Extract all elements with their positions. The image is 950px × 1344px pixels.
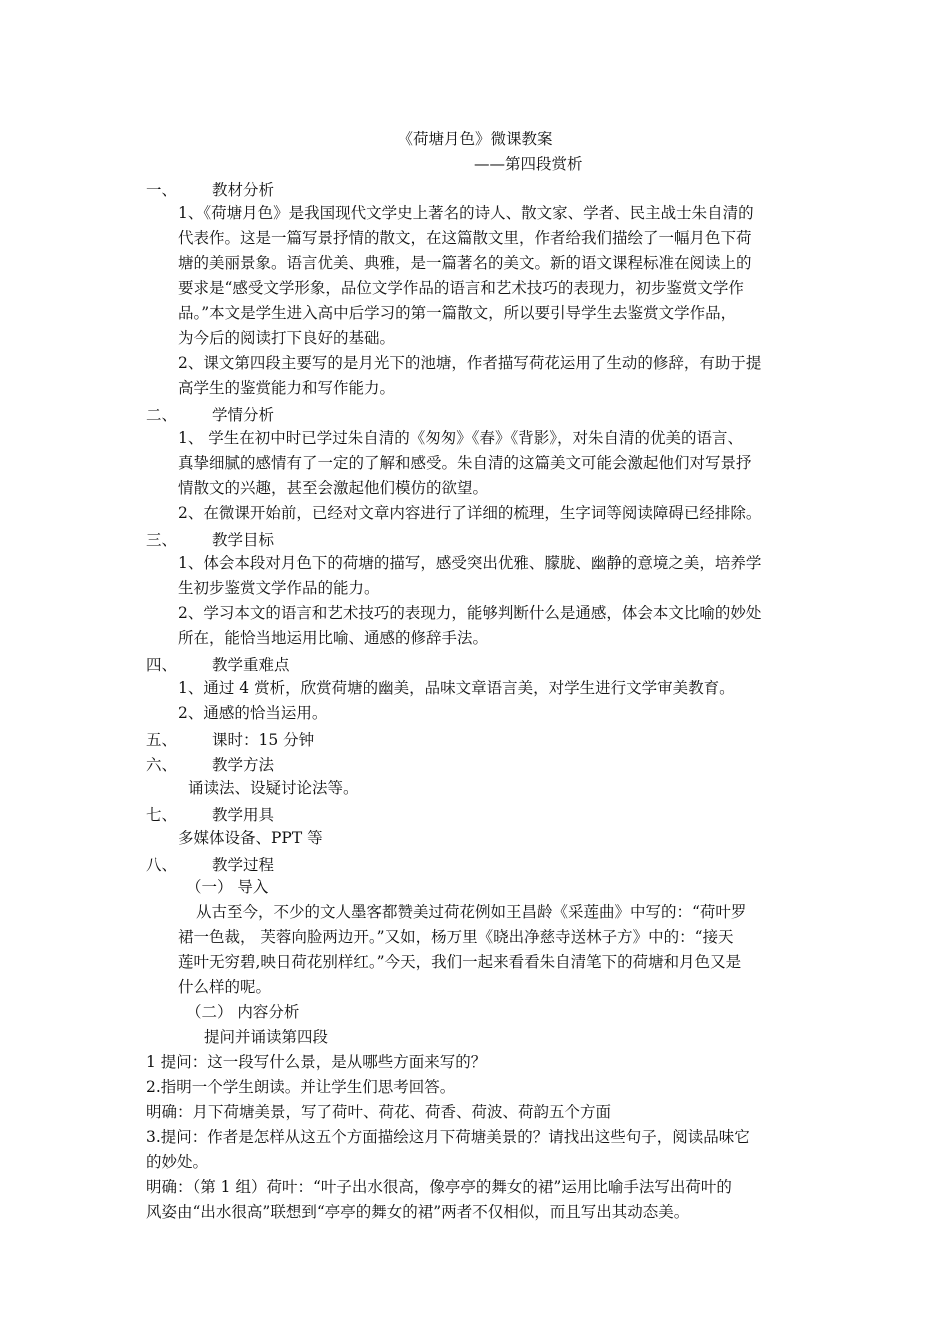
paragraph-line: 2、在微课开始前，已经对文章内容进行了详细的梳理，生字词等阅读障碍已经排除。 — [178, 504, 762, 522]
paragraph-line: 诵读法、设疑讨论法等。 — [188, 779, 359, 797]
section-number: 二、 — [146, 406, 178, 424]
paragraph-line: 2.指明一个学生朗读。并让学生们思考回答。 — [146, 1078, 456, 1096]
paragraph-line: 2、通感的恰当运用。 — [178, 704, 328, 722]
paragraph-line: 所在，能恰当地运用比喻、通感的修辞手法。 — [178, 629, 489, 647]
section-number: 三、 — [146, 531, 178, 549]
document-title: 《荷塘月色》微课教案 — [397, 130, 553, 148]
subsection-title: （一） 导入 — [186, 878, 269, 896]
paragraph-line: 1、 学生在初中时已学过朱自清的《匆匆》《春》《背影》，对朱自清的优美的语言、 — [178, 429, 744, 447]
section-title: 教材分析 — [212, 181, 275, 199]
paragraph-line: 裙一色裁， 芙蓉向脸两边开。”又如，杨万里《晓出净慈寺送林子方》中的：“接天 — [178, 928, 734, 946]
section-title: 教学重难点 — [212, 656, 290, 674]
paragraph-line: 品。”本文是学生进入高中后学习的第一篇散文，所以要引导学生去鉴赏文学作品， — [178, 304, 737, 322]
paragraph-line: 要求是“感受文学形象，品位文学作品的语言和艺术技巧的表现力，初步鉴赏文学作 — [178, 279, 744, 297]
section-title: 学情分析 — [212, 406, 275, 424]
section-title: 课时：15 分钟 — [212, 731, 315, 749]
paragraph-line: 从古至今，不少的文人墨客都赞美过荷花例如王昌龄《采莲曲》中写的：“荷叶罗 — [196, 903, 747, 921]
paragraph-line: 代表作。这是一篇写景抒情的散文，在这篇散文里，作者给我们描绘了一幅月色下荷 — [178, 229, 752, 247]
paragraph-line: 明确：月下荷塘美景，写了荷叶、荷花、荷香、荷波、荷韵五个方面 — [146, 1103, 612, 1121]
paragraph-line: 生初步鉴赏文学作品的能力。 — [178, 579, 380, 597]
paragraph-line: 明确：（第 1 组）荷叶：“叶子出水很高，像亭亭的舞女的裙”运用比喻手法写出荷叶的 — [146, 1178, 732, 1196]
paragraph-line: 塘的美丽景象。语言优美、典雅，是一篇著名的美文。新的语文课程标准在阅读上的 — [178, 254, 752, 272]
paragraph-line: 1、体会本段对月色下的荷塘的描写，感受突出优雅、朦胧、幽静的意境之美，培养学 — [178, 554, 762, 572]
paragraph-line: 1、通过 4 赏析，欣赏荷塘的幽美，品味文章语言美，对学生进行文学审美教育。 — [178, 679, 735, 697]
section-number: 六、 — [146, 756, 178, 774]
section-number: 五、 — [146, 731, 178, 749]
paragraph-line: 的妙处。 — [146, 1153, 209, 1171]
paragraph-line: 多媒体设备、PPT 等 — [178, 829, 323, 847]
paragraph-line: 2、课文第四段主要写的是月光下的池塘，作者描写荷花运用了生动的修辞，有助于提 — [178, 354, 762, 372]
document-subtitle: ——第四段赏析 — [474, 155, 583, 173]
section-title: 教学用具 — [212, 806, 275, 824]
paragraph-line: 莲叶无穷碧,映日荷花别样红。”今天，我们一起来看看朱自清笔下的荷塘和月色又是 — [178, 953, 742, 971]
section-title: 教学目标 — [212, 531, 275, 549]
paragraph-line: 情散文的兴趣，甚至会激起他们模仿的欲望。 — [178, 479, 489, 497]
section-number: 一、 — [146, 181, 178, 199]
paragraph-line: 为今后的阅读打下良好的基础。 — [178, 329, 396, 347]
paragraph-line: 风姿由“出水很高”联想到“亭亭的舞女的裙”两者不仅相似，而且写出其动态美。 — [146, 1203, 690, 1221]
paragraph-line: 提问并诵读第四段 — [204, 1028, 329, 1046]
paragraph-line: 2、学习本文的语言和艺术技巧的表现力，能够判断什么是通感，体会本文比喻的妙处 — [178, 604, 762, 622]
paragraph-line: 真挚细腻的感情有了一定的了解和感受。朱自清的这篇美文可能会激起他们对写景抒 — [178, 454, 752, 472]
section-number: 八、 — [146, 856, 178, 874]
section-number: 七、 — [146, 806, 178, 824]
paragraph-line: 1、《荷塘月色》是我国现代文学史上著名的诗人、散文家、学者、民主战士朱自清的 — [178, 204, 754, 222]
section-title: 教学方法 — [212, 756, 275, 774]
section-number: 四、 — [146, 656, 178, 674]
paragraph-line: 高学生的鉴赏能力和写作能力。 — [178, 379, 396, 397]
subsection-title: （二） 内容分析 — [186, 1003, 300, 1021]
section-title: 教学过程 — [212, 856, 275, 874]
paragraph-line: 1 提问：这一段写什么景，是从哪些方面来写的？ — [146, 1053, 487, 1071]
paragraph-line: 3.提问：作者是怎样从这五个方面描绘这月下荷塘美景的？请找出这些句子，阅读品味它 — [146, 1128, 750, 1146]
paragraph-line: 什么样的呢。 — [178, 978, 272, 996]
